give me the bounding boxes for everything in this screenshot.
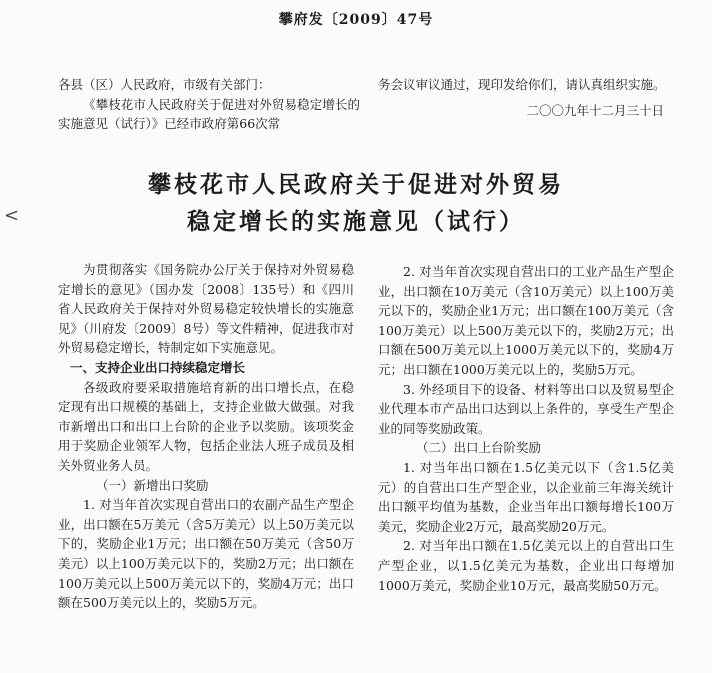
document-number: 攀府发〔2009〕47号 bbox=[278, 12, 434, 28]
item-5: 2. 对当年出口额在1.5亿美元以上的自营出口生产型企业，以1.5亿美元为基数，企业出口每增加1000万美元，奖励企业10万元，最高奖励50万元。 bbox=[378, 538, 674, 593]
issue-date: 二〇〇九年十二月三十日 bbox=[526, 102, 664, 118]
sub1-heading: （一）新增出口奖励 bbox=[96, 477, 209, 493]
cover-text-right: 务会议审议通过，现印发给你们，请认真组织实施。 bbox=[378, 77, 666, 92]
intro-paragraph: 为贯彻落实《国务院办公厅关于保持对外贸易稳定增长的意见》（国办发〔2008〕135号）和《四川省人民政府关于保持对外贸易稳定较快增长的实施意见》（川府发〔2009〕8号）等文件精神，促进我市对外贸易稳定增长，特制定如下实施意见。 bbox=[58, 262, 355, 356]
section1-body: 各级政府要采取措施培育新的出口增长点，在稳定现有出口规模的基础上，支持企业做大做强。对我市新增出口和出口上台阶的企业予以奖励。该项奖金用于奖励企业领军人物，包括企业法人班子成员及相关外贸业务人员。 bbox=[58, 379, 354, 473]
item-2: 2. 对当年首次实现自营出口的工业产品生产型企业，出口额在10万美元（含10万美元）以上100万美元以下的，奖励企业1万元；出口额在100万美元（含100万美元）以上500万美元以下的，奖励2万元；出口额在500万美元以上1000万美元以下的，奖励4万元；出口额在1000万美元以上的，奖励5万元。 bbox=[378, 264, 674, 377]
margin-mark: < bbox=[4, 205, 20, 226]
section1-heading: 一、支持企业出口持续稳定增长 bbox=[70, 359, 246, 375]
address-line: 各县（区）人民政府，市级有关部门： bbox=[58, 77, 271, 92]
title-line-1: 攀枝花市人民政府关于促进对外贸易 bbox=[148, 171, 564, 198]
cover-letter-right bbox=[378, 75, 688, 120]
left-column bbox=[58, 260, 354, 613]
item-1: 1. 对当年首次实现自营出口的农副产品生产型企业，出口额在5万美元（含5万美元）以上50万美元以下的，奖励企业1万元；出口额在50万美元（含50万美元）以上100万美元以下的，奖励2万元；出口额在100万美元以上500万美元以下的，奖励4万元；出口额在500万美元以上的，奖励5万元。 bbox=[58, 497, 354, 611]
sub2-heading: （二）出口上台阶奖励 bbox=[416, 440, 542, 456]
right-column bbox=[378, 262, 674, 595]
cover-text-left: 《攀枝花市人民政府关于促进对外贸易稳定增长的实施意见（试行）》已经市政府第66次常 bbox=[58, 96, 360, 131]
cover-letter-left bbox=[58, 75, 360, 134]
title-line-2: 稳定增长的实施意见（试行） bbox=[187, 208, 525, 235]
item-3: 3. 外经项目下的设备、材料等出口以及贸易型企业代理本市产品出口达到以上条件的，享受生产型企业的同等奖励政策。 bbox=[378, 381, 674, 436]
item-4: 1. 对当年出口额在1.5亿美元以下（含1.5亿美元）的自营出口生产型企业，以企业前三年海关统计出口额平均值为基数，企业当年出口额每增长100万美元，奖励企业2万元，最高奖励20万元。 bbox=[378, 459, 674, 534]
